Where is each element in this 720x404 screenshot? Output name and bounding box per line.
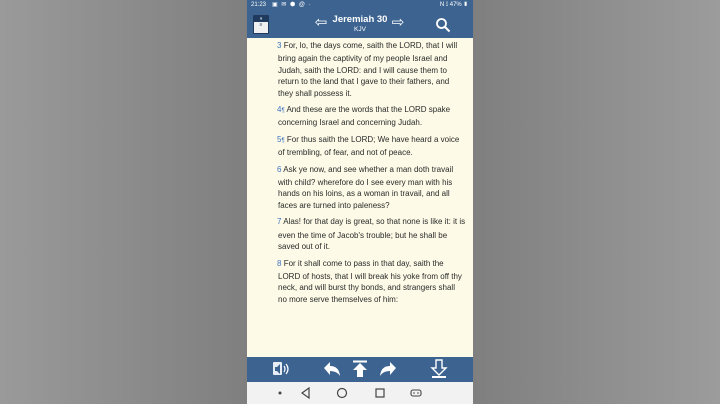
paragraph-mark: ¶	[281, 108, 285, 115]
version-label[interactable]: KJV	[354, 26, 366, 33]
verse-number: 7	[277, 217, 282, 227]
scroll-bottom-icon[interactable]	[429, 359, 449, 379]
notification-icons: ▣ ✉ ⬢ @ ·	[272, 2, 312, 8]
video-side-pillar-left	[0, 0, 247, 404]
phone-screen	[247, 0, 473, 404]
verse-text: For, lo, the days come, saith the LORD, that I will bring again the captivity of my people Israel and Judah, saith the LORD: and I will cause them to return to the land that I gave to their fathers, and they shall possess it.	[278, 41, 458, 98]
dot-icon[interactable]	[273, 386, 287, 400]
status-time: 21:23	[251, 2, 267, 8]
video-side-pillar-right	[473, 0, 720, 404]
paragraph-mark: ¶	[281, 137, 285, 144]
verse-number: 8	[277, 258, 282, 268]
verse[interactable]	[247, 256, 473, 309]
recents-square-icon[interactable]	[373, 386, 387, 400]
battery-status: N ⟟ 47% ▮	[439, 2, 468, 8]
verse-number: 6	[277, 164, 282, 174]
bottom-toolbar	[247, 357, 473, 382]
undo-arrow-icon[interactable]	[322, 359, 342, 379]
search-icon[interactable]	[435, 17, 451, 33]
speaker-icon[interactable]	[271, 359, 291, 379]
arrow-left-icon[interactable]: ⇦	[314, 14, 328, 31]
verse-text: For it shall come to pass in that day, saith the LORD of hosts, that I will break his yoke from off thy neck, and will burst thy bonds, and strangers shall no more serve themselves of him:	[278, 258, 462, 304]
android-nav-bar	[247, 382, 473, 404]
bible-text	[247, 38, 473, 357]
verse[interactable]	[247, 162, 473, 215]
verse-number: 3	[277, 41, 282, 50]
verse[interactable]	[247, 214, 473, 255]
verse-text: Alas! for that day is great, so that none is like it: it is even the time of Jacob's trouble; but he shall be saved out of it.	[278, 217, 466, 252]
back-triangle-icon[interactable]	[299, 386, 313, 400]
verse[interactable]	[247, 132, 473, 162]
verse-text: And these are the words that the LORD spake concerning Israel and concerning Judah.	[278, 105, 451, 128]
arrow-right-icon[interactable]: ⇨	[391, 14, 405, 31]
verse-text: Ask ye now, and see whether a man doth travail with child? wherefore do I see every man with his hands on his loins, as a woman in travail, and all faces are turned into paleness?	[278, 164, 454, 210]
redo-arrow-icon[interactable]	[378, 359, 398, 379]
verse[interactable]	[247, 38, 473, 102]
verse[interactable]	[247, 102, 473, 132]
chapter-title[interactable]: Jeremiah 30	[332, 14, 388, 25]
status-bar	[247, 0, 473, 11]
verse-text: For thus saith the LORD; We have heard a voice of trembling, of fear, and not of peace.	[278, 134, 460, 158]
verse-number: 5	[277, 134, 282, 144]
scroll-top-icon[interactable]	[350, 359, 370, 379]
home-circle-icon[interactable]	[335, 386, 349, 400]
verse-number: 4	[277, 105, 282, 115]
keyboard-switch-icon[interactable]	[409, 386, 423, 400]
bible-book-icon[interactable]: ✝ ≡	[253, 15, 269, 34]
app-bar	[247, 11, 473, 38]
